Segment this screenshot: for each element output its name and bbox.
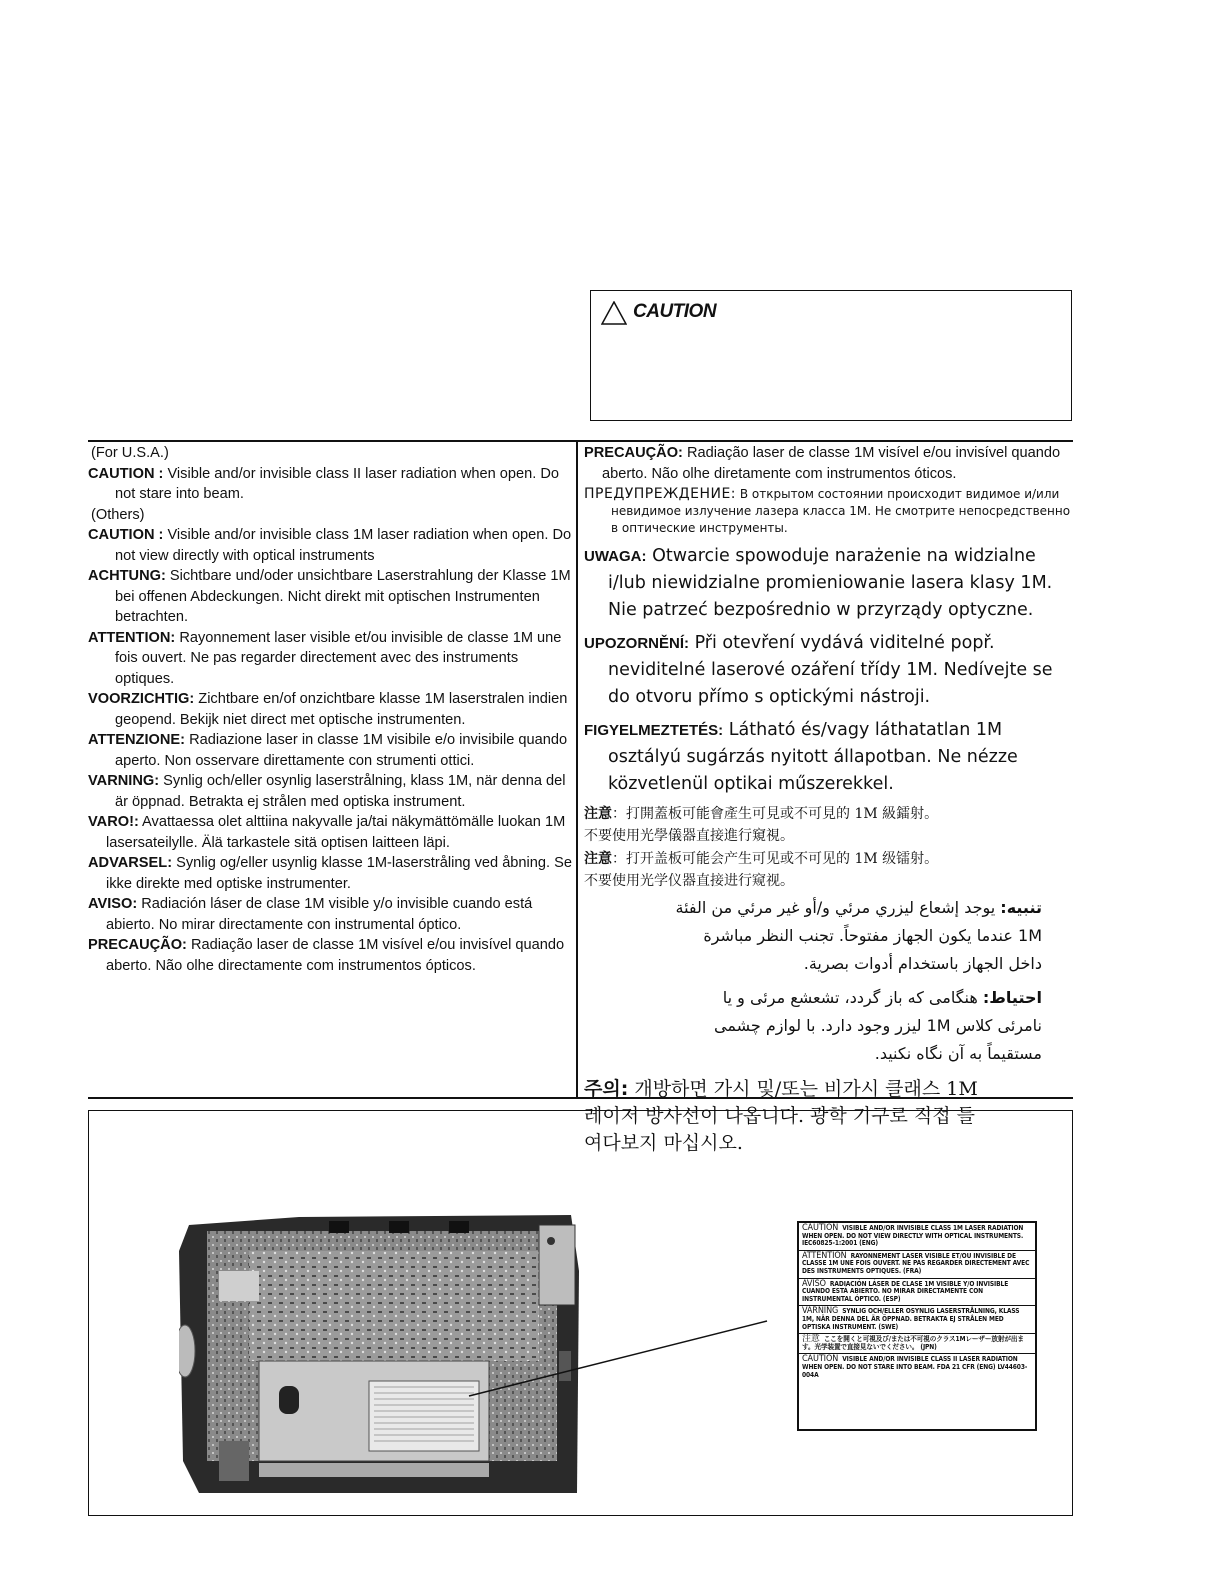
caution-title: CAUTION [633,301,717,322]
label-aviso-esp: AVISO RADIACIÓN LÁSER DE CLASE 1M VISIBLE Y/O INVISIBLE CUANDO ESTÁ ABIERTO. NO MIRAR DIRECTAMENTE CON INSTRUMENTAL ÓPTICO. (ESP) [799,1279,1035,1307]
warning-ru: ПРЕДУПРЕЖДЕНИЕ: В открытом состоянии происходит видимое и/или невидимое излучение лазера класса 1M. Не смотрите непосредственно в оптические инструменты. [584,486,1071,535]
label-varning-swe: VARNING SYNLIG OCH/ELLER OSYNLIG LASERSTRÅLNING, KLASS 1M, NÄR DENNA DEL ÄR ÖPPNAD. BETRAKTA EJ STRÅLEN MED OPTISKA INSTRUMENT. (SWE) [799,1306,1035,1334]
photo-panel [88,1110,1073,1516]
warning-triangle-icon [601,301,627,325]
warning-cs: UPOZORNĚNÍ: Při otevření vydává viditelné popř. neviditelné laserové ozáření třídy 1M. Nedívejte se do otvoru přímo s optickými nástroji. [584,633,1053,707]
left-column [88,443,572,976]
warning-hu: FIGYELMEZTETÉS: Látható és/vagy láthatatlan 1M osztályú sugárzás nyitott állapotban. Ne nézze közvetlenül optikai műszerekkel. [584,720,1018,794]
label-caution-eng: CAUTION VISIBLE AND/OR INVISIBLE CLASS 1M LASER RADIATION WHEN OPEN. DO NOT VIEW DIRECTLY WITH OPTICAL INSTRUMENTS. IEC60825-1:2001 (ENG) [799,1223,1035,1251]
warning-pt-br: PRECAUÇÃO: Radiação laser de classe 1M visível e/ou invisível quando aberto. Não olhe diretamente com instrumentos óticos. [584,445,1061,482]
label-chui-jpn: 注意 ここを開くと可視及び/または不可視のクラス1Mレーザー放射が出ます。光学装置で直接見ないでください。 (JPN) [799,1334,1035,1354]
warning-zh-tw: 注意：打開蓋板可能會產生可見或不可見的 1M 級鐳射。 不要使用光學儀器直接進行窺視。 [584,805,939,844]
warning-de: ACHTUNG: Sichtbare und/oder unsichtbare Laserstrahlung der Klasse 1M bei offenen Abdeckungen. Nicht direkt mit optischen Instrumenten betrachten. [88,568,571,625]
label-attention-fra: ATTENTION RAYONNEMENT LASER VISIBLE ET/OU INVISIBLE DE CLASSE 1M UNE FOIS OUVERT. NE PAS REGARDER DIRECTEMENT AVEC DES INSTRUMENTS OPTIQUES. (FRA) [799,1251,1035,1279]
column-divider [576,440,578,1098]
caution-box [590,290,1072,421]
right-column [584,443,1072,1157]
warning-pl: UWAGA: Otwarcie spowoduje narażenie na widzialne i/lub niewidzialne promieniowanie lasera klasy 1M. Nie patrzeć bezpośrednio w przyrządy optyczne. [584,546,1053,620]
warning-nl: VOORZICHTIG: Zichtbare en/of onzichtbare klasse 1M laserstralen indien geopend. Bekijk niet direct met optische instrumenten. [88,691,568,728]
warning-en: CAUTION : Visible and/or invisible class 1M laser radiation when open. Do not view directly with optical instruments [88,527,572,564]
warning-fr: ATTENTION: Rayonnement laser visible et/ou invisible de classe 1M une fois ouvert. Ne pas regarder directement avec des instruments optiques. [88,629,562,687]
warning-fi: VARO!: Avattaessa olet alttiina nakyvalle ja/tai näkymättömälle luokan 1M lasersateilylle. Älä tarkastele sitä optisen laitteen läpi. [88,814,566,851]
laser-label-panel [797,1221,1037,1431]
device-photo [179,1211,581,1493]
warning-ar: تنبيه: يوجد إشعاع ليزري مرئي و/أو غير مرئي من الفئة 1M عندما يكون الجهاز مفتوحاً. تجنب النظر مباشرة داخل الجهاز باستخدام أدوات بصرية. [675,898,1042,973]
usa-note: (For U.S.A.) [91,445,169,461]
warning-zh-cn: 注意：打开盖板可能会产生可见或不可见的 1M 级镭射。 不要使用光学仪器直接进行窥视。 [584,850,939,889]
warning-pt: PRECAUÇÃO: Radiação laser de classe 1M visível e/ou invisível quando aberto. Não olhe directamente com instrumentos ópticos. [88,937,565,974]
table-top-rule [88,440,1073,442]
warning-it: ATTENZIONE: Radiazione laser in classe 1M visibile e/o invisibile quando aperto. Non osservare direttamente con strumenti ottici. [88,732,568,769]
others-note: (Others) [91,506,145,523]
warning-sv: VARNING: Synlig och/eller osynlig laserstrålning, klass 1M, när denna del är öppnad. Betrakta ej strålen med optiska instrument. [88,773,566,810]
warning-ko: 주의: 개방하면 가시 및/또는 비가시 클래스 1M 레이저 방사선이 나옵니다. 광학 기구로 직접 들여다보지 마십시오. [584,1078,978,1154]
label-caution-fda: CAUTION VISIBLE AND/OR INVISIBLE CLASS II LASER RADIATION WHEN OPEN. DO NOT STARE INTO BEAM. FDA 21 CFR (ENG) LV44603-004A [802,1354,1028,1379]
warning-da: ADVARSEL: Synlig og/eller usynlig klasse 1M-laserstråling ved åbning. Se ikke direkte med optiske instrumenter. [88,855,572,892]
warning-fa: احتیاط: هنگامی که باز گردد، تشعشع مرئی و یا نامرئی کلاس 1M لیزر وجود دارد. با لوازم چشمی مستقیماً به آن نگاه نکنید. [714,988,1042,1063]
usa-caution: CAUTION : Visible and/or invisible class II laser radiation when open. Do not stare into beam. [88,465,560,502]
warning-es: AVISO: Radiación láser de clase 1M visible y/o invisible cuando está abierto. No mirar directamente con instrumental óptico. [88,896,533,933]
